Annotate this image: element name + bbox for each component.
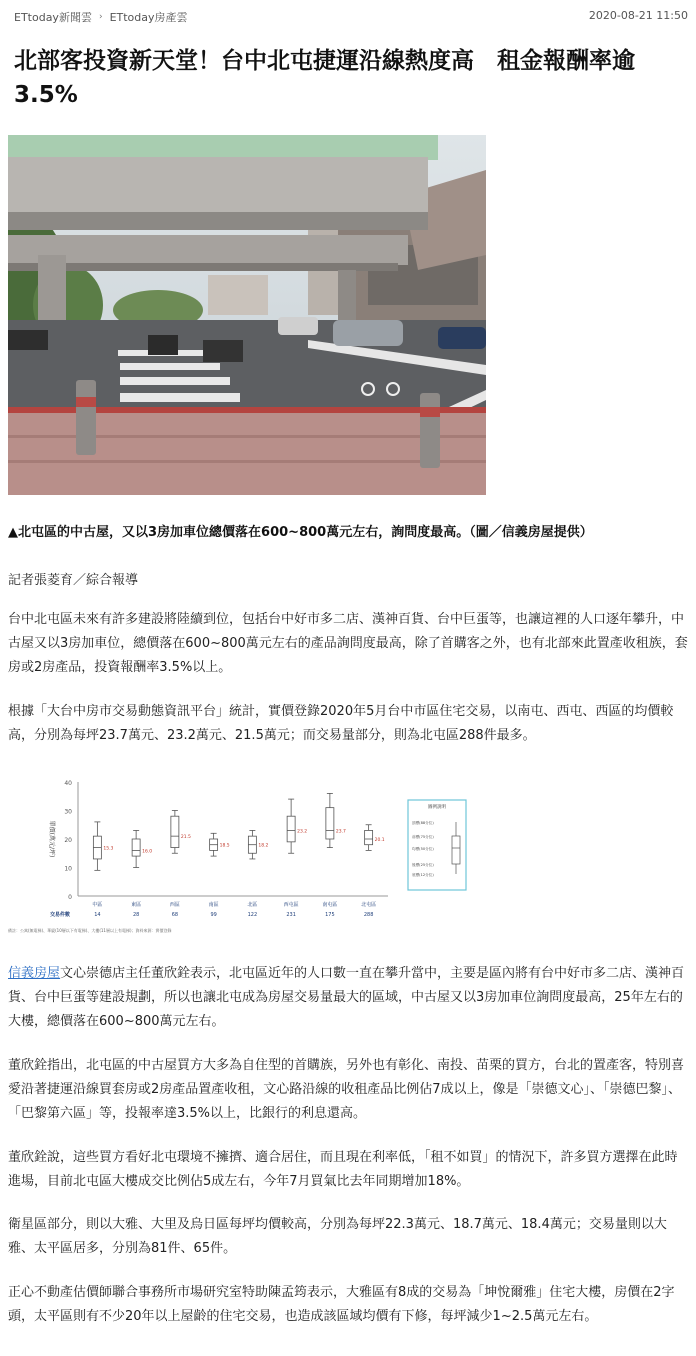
paragraph-1: 台中北屯區未來有許多建設將陸續到位，包括台中好市多二店、漢神百貨、台中巨蛋等，也讓這裡的人口逐年攀升，中古屋又以3房加車位，總價落在600~800萬元左右的產品詢問度最高，除了首購客之外，也有北部來此置產收租族，套房或2房產品，投資報酬率3.5%以上。 (8, 612, 688, 675)
box-value-label: 15.3 (103, 846, 114, 852)
box-value-label: 23.7 (335, 829, 346, 835)
top-bar (0, 0, 696, 34)
breadcrumb (14, 9, 188, 25)
sinyi-link[interactable]: 信義房屋 (8, 966, 61, 981)
x-category-label: 南屯區 (322, 902, 338, 908)
box-iqr (326, 808, 334, 839)
y-tick-label: 20 (64, 837, 72, 844)
legend-item: 頂標(88分位) (412, 821, 434, 825)
legend-item: 均標(50分位) (412, 847, 434, 851)
chevron-right-icon: › (98, 12, 103, 22)
chart-note: 備註：公寓(無電梯)、華廈(10層以下有電梯)、大樓(11層以上有電梯)；資料來源：實價登錄 (8, 928, 172, 933)
y-tick-label: 10 (64, 865, 72, 873)
paragraph-6: 衛星區部分，則以大雅、大里及烏日區每坪均價較高，分別為每坪22.3萬元、18.7萬元、18.4萬元；交易量則以大雅、太平區居多，分別為81件、65件。 (8, 1217, 667, 1256)
publish-date: 2020-08-21 11:50 (588, 9, 688, 22)
count-label: 122 (247, 912, 258, 918)
paragraph-2: 根據「大台中房市交易動態資訊平台」統計，實價登錄2020年5月台中市區住宅交易，以南屯、西屯、西區的均價較高，分別為每坪23.7萬元、23.2萬元、21.5萬元；而交易量部分，則為北屯區288件最多。 (8, 704, 674, 743)
paragraph-7: 正心不動產估價師聯合事務所市場研究室特助陳孟筠表示，大雅區有8成的交易為「坤悅爾雅」住宅大樓，房價在2字頭，太平區則有不少20年以上屋齡的住宅交易，也造成該區域均價有下修，每坪減少1~2.5萬元左右。 (8, 1285, 675, 1324)
count-label: 99 (210, 912, 217, 918)
count-label: 28 (132, 912, 140, 918)
count-row-label: 交易件數 (50, 912, 71, 918)
y-tick-label: 40 (64, 780, 72, 787)
box-iqr (287, 816, 295, 842)
y-axis-label: 單價(萬元/坪) (48, 820, 55, 858)
breadcrumb-ettoday-house[interactable]: ETtoday房產雲 (109, 11, 188, 24)
count-label: 175 (325, 912, 335, 918)
count-label: 288 (363, 912, 374, 918)
price-boxplot-chart (8, 770, 488, 938)
x-category-label: 西區 (169, 902, 180, 908)
box-value-label: 16.0 (142, 849, 153, 855)
box-iqr (132, 839, 140, 856)
paragraph-3 (8, 962, 688, 1034)
legend-title: 圖例說明 (428, 805, 446, 810)
y-tick-label: 0 (68, 894, 72, 901)
article-title: 北部客投資新天堂！台中北屯捷運沿線熱度高 租金報酬率逾3.5% (14, 48, 635, 108)
legend-item: 前標(75分位) (412, 835, 434, 839)
y-tick-label: 30 (64, 808, 72, 816)
article-photo (8, 135, 486, 495)
photo-caption: ▲北屯區的中古屋，又以3房加車位總價落在600~800萬元左右，詢問度最高。（圖／信義房屋提供） (8, 525, 593, 540)
count-label: 231 (286, 912, 296, 918)
x-category-label: 南區 (208, 902, 219, 908)
x-category-label: 北屯區 (361, 902, 377, 908)
box-value-label: 18.5 (219, 843, 230, 849)
x-category-label: 西屯區 (283, 902, 299, 908)
x-category-label: 東區 (131, 902, 142, 908)
paragraph-4: 董欣銓指出，北屯區的中古屋買方大多為自住型的首購族，另外也有彰化、南投、苗栗的買方，台北的置產客，特別喜愛沿著捷運沿線買套房或2房產品置產收租，文心路沿線的收租產品比例佔7成以上，像是「崇德文心」、「崇德巴黎」、「巴黎第六區」等，投報率達3.5%以上，比銀行的利息還高。 (8, 1058, 685, 1121)
x-category-label: 北區 (247, 902, 258, 908)
box-value-label: 18.2 (258, 843, 269, 849)
count-label: 68 (171, 912, 179, 918)
legend-item: 底標(12分位) (412, 873, 434, 877)
legend-item: 後標(25分位) (412, 863, 434, 867)
paragraph-5: 董欣銓說，這些買方看好北屯環境不擁擠、適合居住，而且現在利率低，「租不如買」的情況下，許多買方選擇在此時進場，目前北屯區大樓成交比例佔5成左右，今年7月買氣比去年同期增加18%。 (8, 1150, 678, 1189)
breadcrumb-ettoday-news[interactable]: ETtoday新聞雲 (14, 11, 92, 24)
box-iqr (365, 830, 373, 844)
box-iqr (171, 816, 179, 847)
x-category-label: 中區 (92, 902, 103, 908)
chart-svg (8, 770, 488, 938)
box-value-label: 21.5 (180, 835, 191, 841)
box-value-label: 20.1 (374, 838, 385, 843)
paragraph-3-text: 文心崇德店主任董欣銓表示，北屯區近年的人口數一直在攀升當中，主要是區內將有台中好市多二店、漢神百貨、台中巨蛋等建設規劃，所以也讓北屯成為房屋交易量最大的區域，中古屋又以3房加車位詢問度最高，25年左右的大樓，總價落在600~800萬元左右。 (8, 966, 685, 1029)
count-label: 14 (94, 912, 101, 918)
reporter-byline: 記者張菱育／綜合報導 (8, 573, 139, 588)
legend-box-iqr (452, 836, 460, 864)
box-value-label: 23.2 (297, 829, 308, 835)
